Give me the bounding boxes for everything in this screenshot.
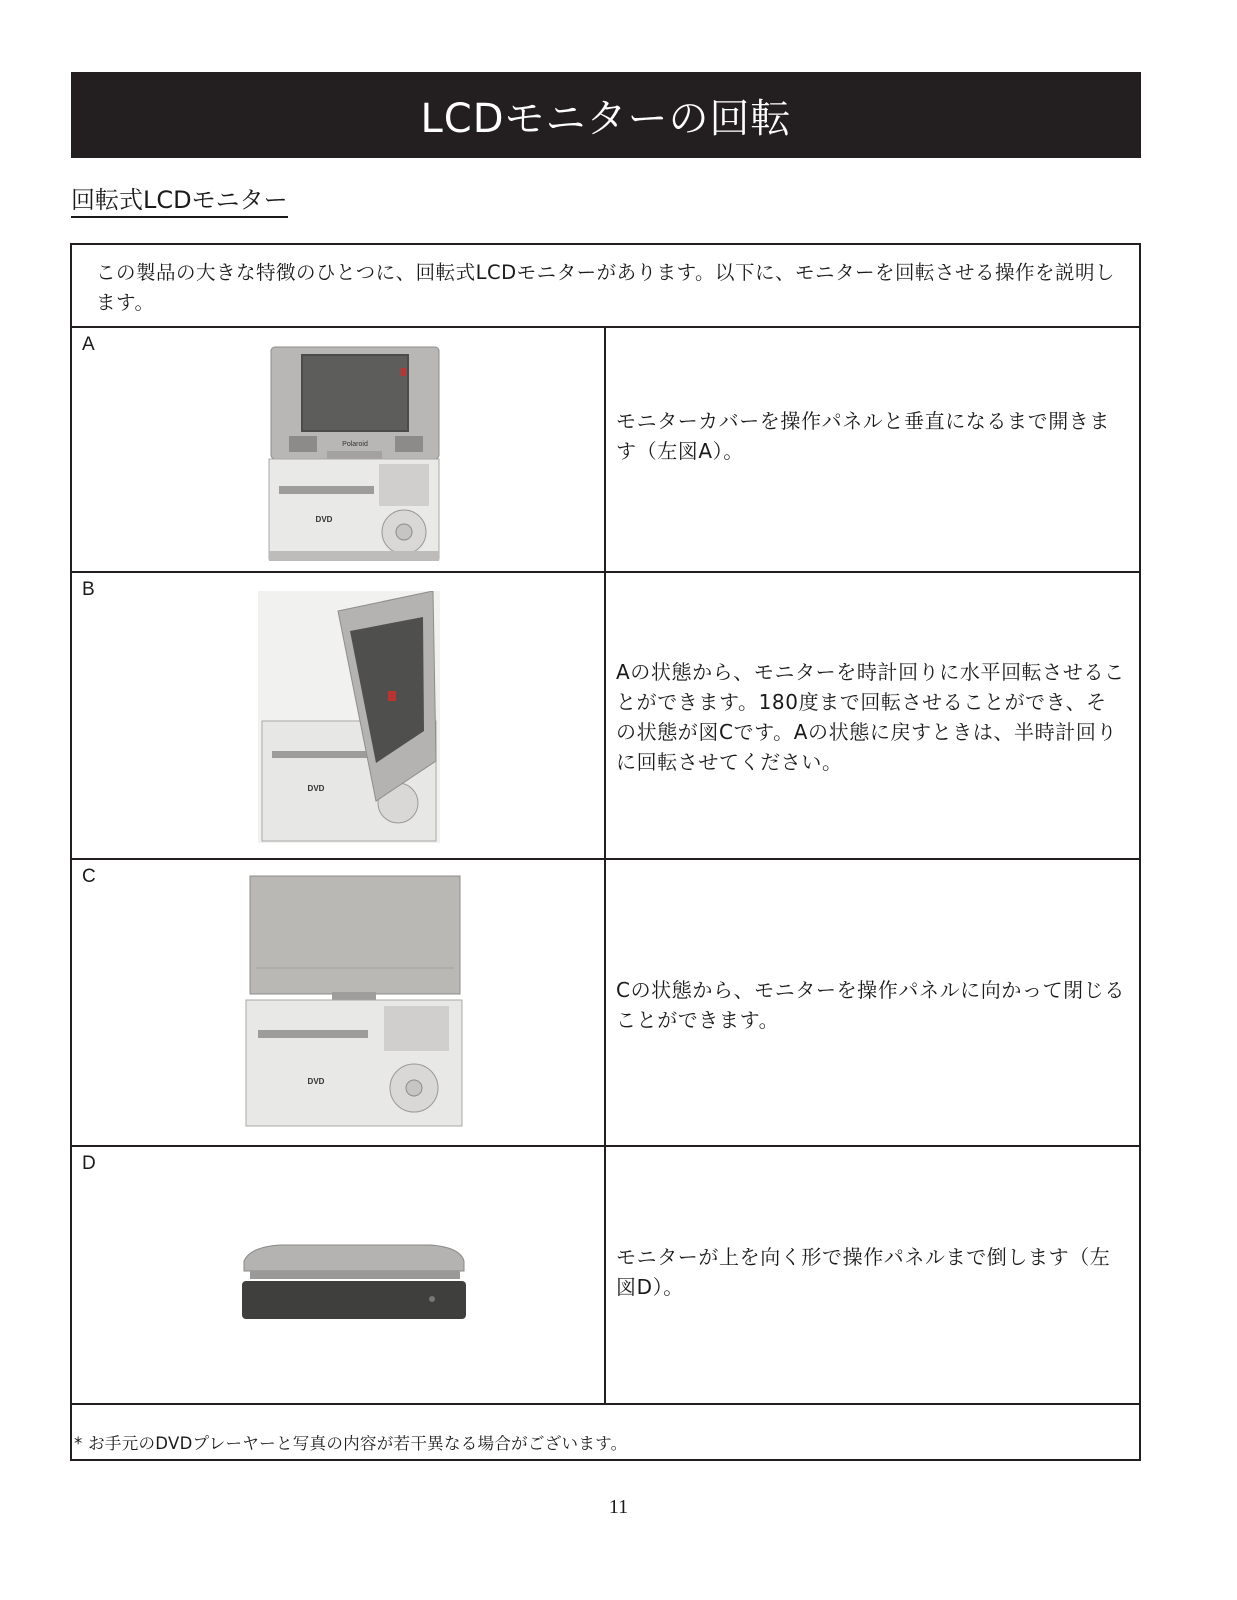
step-label: A — [82, 334, 95, 355]
step-image-cell — [72, 573, 606, 858]
step-label: C — [82, 866, 96, 887]
step-description: Aの状態から、モニターを時計回りに水平回転させることができます。180度まで回転させることができ、その状態が図Cです。Aの状態に戻すときは、半時計回りに回転させてください。 — [616, 660, 1125, 774]
svg-text:DVD: DVD — [315, 515, 333, 524]
intro-text: この製品の大きな特徴のひとつに、回転式LCDモニターがあります。以下に、モニターを回転させる操作を説明します。 — [72, 245, 1139, 328]
page-title-text: LCDモニターの回転 — [420, 95, 792, 142]
step-image-cell — [72, 860, 606, 1145]
step-row-a — [72, 328, 1139, 573]
svg-text:DVD: DVD — [307, 1077, 325, 1086]
step-label: B — [82, 579, 95, 600]
step-row-d — [72, 1147, 1139, 1405]
page-title — [71, 72, 1141, 158]
step-image-cell — [72, 328, 606, 571]
step-row-c — [72, 860, 1139, 1147]
step-description: モニターカバーを操作パネルと垂直になるまで開きます（左図A）。 — [616, 409, 1110, 463]
svg-text:Polaroid: Polaroid — [342, 441, 368, 448]
dvd-player-reversed-photo — [244, 874, 464, 1130]
svg-text:DVD: DVD — [307, 784, 325, 793]
step-row-b — [72, 573, 1139, 860]
step-image-cell — [72, 1147, 606, 1403]
page-number: 11 — [608, 1496, 629, 1518]
instruction-table — [70, 243, 1141, 1461]
footnote: * お手元のDVDプレーヤーと写真の内容が若干異なる場合がございます。 — [74, 1434, 628, 1453]
dvd-player-closed-photo — [240, 1239, 468, 1323]
dvd-player-rotating-photo — [258, 591, 440, 843]
section-heading: 回転式LCDモニター — [71, 185, 288, 218]
step-description: Cの状態から、モニターを操作パネルに向かって閉じることができます。 — [616, 978, 1125, 1032]
step-description: モニターが上を向く形で操作パネルまで倒します（左図D）。 — [616, 1245, 1111, 1299]
step-label: D — [82, 1153, 96, 1174]
dvd-player-open-photo — [267, 346, 442, 564]
